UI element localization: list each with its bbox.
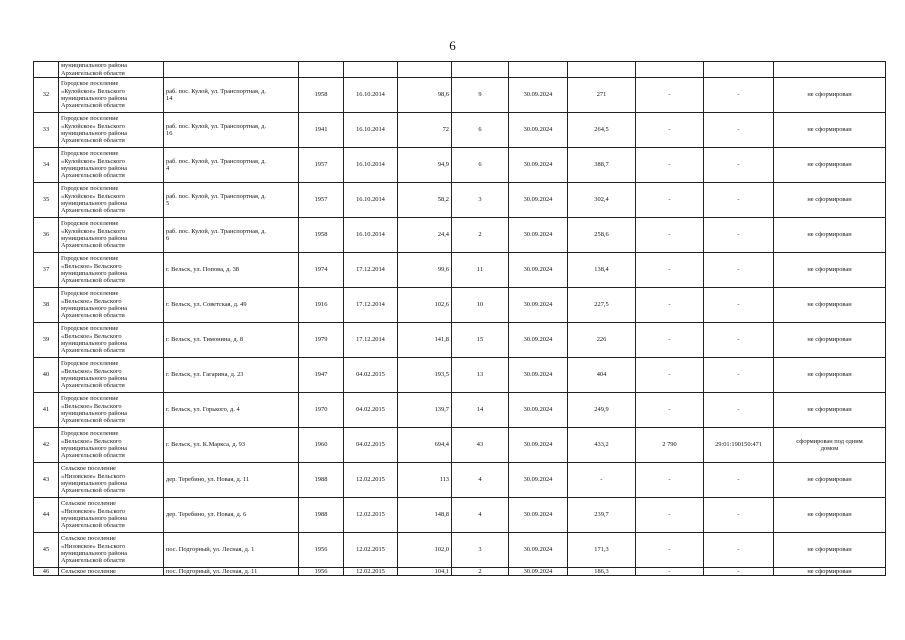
- deadline-cell: 30.09.2024: [509, 498, 568, 533]
- area-cell: 141,8: [398, 323, 452, 358]
- residents-cell: 6: [452, 148, 509, 183]
- row-number: 44: [34, 498, 59, 533]
- cadastral-cell: -: [704, 463, 774, 498]
- status-cell: не сформирован: [774, 358, 886, 393]
- land-area-cell: -: [636, 498, 704, 533]
- row-number: 45: [34, 533, 59, 568]
- row-number: 37: [34, 253, 59, 288]
- row-number: 46: [34, 568, 59, 576]
- land-area-cell: 2 790: [636, 428, 704, 463]
- address-cell: пос. Подгорный, ул. Лесная, д. 11: [164, 568, 299, 576]
- date-cell: 17.12.2014: [344, 253, 398, 288]
- area-cell: 94,9: [398, 148, 452, 183]
- table-row-continued: [34, 62, 886, 78]
- org-cell: Городское поселение «Вельское» Вельского муниципального района Архангельской области: [59, 393, 164, 428]
- residents-cell: 2: [452, 218, 509, 253]
- row-number: 35: [34, 183, 59, 218]
- deadline-cell: 30.09.2024: [509, 463, 568, 498]
- status-cell: не сформирован: [774, 533, 886, 568]
- table-row: [34, 498, 886, 533]
- address-cell: г. Вельск, ул. Попова, д. 38: [164, 253, 299, 288]
- residents-cell: 13: [452, 358, 509, 393]
- land-area-cell: -: [636, 218, 704, 253]
- date-cell: 16.10.2014: [344, 113, 398, 148]
- org-cell: Городское поселение «Кулойское» Вельского муниципального района Архангельской области: [59, 113, 164, 148]
- year-cell: 1947: [299, 358, 344, 393]
- residents-cell: 2: [452, 568, 509, 576]
- org-cell: Городское поселение «Вельское» Вельского муниципального района Архангельской области: [59, 358, 164, 393]
- status-cell: не сформирован: [774, 393, 886, 428]
- status-cell: не сформирован: [774, 253, 886, 288]
- residents-cell: 3: [452, 533, 509, 568]
- year-cell: 1979: [299, 323, 344, 358]
- page-number: 6: [449, 38, 456, 53]
- address-cell: дер. Теребино, ул. Новая, д. 11: [164, 463, 299, 498]
- table-row: [34, 533, 886, 568]
- land-area-cell: -: [636, 288, 704, 323]
- deadline-cell: 30.09.2024: [509, 148, 568, 183]
- table-row: [34, 393, 886, 428]
- area-cell: 148,8: [398, 498, 452, 533]
- deadline-cell: 30.09.2024: [509, 183, 568, 218]
- address-cell: раб. пос. Кулой, ул. Транспортная, д. 16: [164, 113, 299, 148]
- land-area-cell: -: [636, 358, 704, 393]
- row-number: 33: [34, 113, 59, 148]
- table-row: [34, 113, 886, 148]
- cadastral-cell: -: [704, 113, 774, 148]
- residents-cell: 4: [452, 463, 509, 498]
- land-area-cell: -: [636, 148, 704, 183]
- land-area-cell: -: [636, 183, 704, 218]
- deadline-cell: 30.09.2024: [509, 78, 568, 113]
- table-row: [34, 323, 886, 358]
- deadline-cell: 30.09.2024: [509, 218, 568, 253]
- land-area-cell: -: [636, 113, 704, 148]
- land-area-cell: -: [636, 533, 704, 568]
- org-cell: Городское поселение «Вельское» Вельского муниципального района Архангельской области: [59, 323, 164, 358]
- deadline-cell: 30.09.2024: [509, 428, 568, 463]
- residents-cell: 43: [452, 428, 509, 463]
- land-area-cell: -: [636, 393, 704, 428]
- area-cell: 24,4: [398, 218, 452, 253]
- date-cell: 12.02.2015: [344, 463, 398, 498]
- cost-cell: 186,3: [568, 568, 636, 576]
- year-cell: 1988: [299, 498, 344, 533]
- org-cell: Городское поселение «Кулойское» Вельского муниципального района Архангельской области: [59, 183, 164, 218]
- date-cell: 17.12.2014: [344, 288, 398, 323]
- area-cell: 113: [398, 463, 452, 498]
- land-area-cell: -: [636, 323, 704, 358]
- year-cell: 1957: [299, 183, 344, 218]
- area-cell: 193,5: [398, 358, 452, 393]
- date-cell: 12.02.2015: [344, 533, 398, 568]
- cost-cell: 388,7: [568, 148, 636, 183]
- residents-cell: 10: [452, 288, 509, 323]
- org-cell: Городское поселение «Вельское» Вельского муниципального района Архангельской области: [59, 253, 164, 288]
- year-cell: 1960: [299, 428, 344, 463]
- table-row: [34, 288, 886, 323]
- deadline-cell: 30.09.2024: [509, 533, 568, 568]
- address-cell: г. Вельск, ул. К.Маркса, д. 93: [164, 428, 299, 463]
- row-number: 41: [34, 393, 59, 428]
- status-cell: не сформирован: [774, 148, 886, 183]
- address-cell: раб. пос. Кулой, ул. Транспортная, д. 6: [164, 218, 299, 253]
- residents-cell: 3: [452, 183, 509, 218]
- deadline-cell: 30.09.2024: [509, 288, 568, 323]
- land-area-cell: -: [636, 253, 704, 288]
- date-cell: 04.02.2015: [344, 428, 398, 463]
- cadastral-cell: -: [704, 568, 774, 576]
- cadastral-cell: -: [704, 218, 774, 253]
- cost-cell: 227,5: [568, 288, 636, 323]
- table-row: [34, 253, 886, 288]
- residents-cell: 9: [452, 78, 509, 113]
- deadline-cell: 30.09.2024: [509, 253, 568, 288]
- address-cell: пос. Подгорный, ул. Лесная, д. 1: [164, 533, 299, 568]
- address-cell: раб. пос. Кулой, ул. Транспортная, д. 14: [164, 78, 299, 113]
- cadastral-cell: -: [704, 148, 774, 183]
- address-cell: раб. пос. Кулой, ул. Транспортная, д. 4: [164, 148, 299, 183]
- cadastral-cell: -: [704, 358, 774, 393]
- cost-cell: 404: [568, 358, 636, 393]
- cost-cell: 433,2: [568, 428, 636, 463]
- address-cell: раб. пос. Кулой, ул. Транспортная, д. 5: [164, 183, 299, 218]
- org-cell: муниципального района Архангельской области: [59, 62, 164, 78]
- year-cell: 1941: [299, 113, 344, 148]
- cost-cell: 171,3: [568, 533, 636, 568]
- residents-cell: 11: [452, 253, 509, 288]
- area-cell: 99,6: [398, 253, 452, 288]
- status-cell: не сформирован: [774, 78, 886, 113]
- status-cell: не сформирован: [774, 323, 886, 358]
- residents-cell: 14: [452, 393, 509, 428]
- address-cell: г. Вельск, ул. Горького, д. 4: [164, 393, 299, 428]
- date-cell: 16.10.2014: [344, 78, 398, 113]
- land-area-cell: -: [636, 78, 704, 113]
- address-cell: г. Вельск, ул. Гагарина, д. 23: [164, 358, 299, 393]
- cadastral-cell: -: [704, 183, 774, 218]
- area-cell: 102,6: [398, 288, 452, 323]
- residents-cell: 15: [452, 323, 509, 358]
- deadline-cell: 30.09.2024: [509, 393, 568, 428]
- residents-cell: 6: [452, 113, 509, 148]
- table-row: [34, 463, 886, 498]
- table-row: [34, 358, 886, 393]
- table-row: [34, 78, 886, 113]
- date-cell: 16.10.2014: [344, 183, 398, 218]
- org-cell: Городское поселение «Кулойское» Вельского муниципального района Архангельской области: [59, 78, 164, 113]
- status-cell: не сформирован: [774, 498, 886, 533]
- table-row: [34, 183, 886, 218]
- year-cell: 1916: [299, 288, 344, 323]
- status-cell: не сформирован: [774, 183, 886, 218]
- status-cell: не сформирован: [774, 568, 886, 576]
- area-cell: 104,1: [398, 568, 452, 576]
- area-cell: 98,6: [398, 78, 452, 113]
- land-area-cell: -: [636, 568, 704, 576]
- org-cell: Городское поселение «Вельское» Вельского муниципального района Архангельской области: [59, 288, 164, 323]
- deadline-cell: 30.09.2024: [509, 568, 568, 576]
- row-number: 36: [34, 218, 59, 253]
- status-cell: не сформирован: [774, 288, 886, 323]
- cost-cell: 239,7: [568, 498, 636, 533]
- table-row: [34, 428, 886, 463]
- status-cell: сформирован под одним домом: [774, 428, 886, 463]
- area-cell: 694,4: [398, 428, 452, 463]
- deadline-cell: 30.09.2024: [509, 113, 568, 148]
- cadastral-cell: -: [704, 393, 774, 428]
- housing-register-table: [33, 61, 886, 576]
- status-cell: не сформирован: [774, 113, 886, 148]
- year-cell: 1956: [299, 533, 344, 568]
- year-cell: 1974: [299, 253, 344, 288]
- status-cell: не сформирован: [774, 463, 886, 498]
- row-number: 39: [34, 323, 59, 358]
- cadastral-cell: -: [704, 323, 774, 358]
- date-cell: 12.02.2015: [344, 568, 398, 576]
- cadastral-cell: -: [704, 288, 774, 323]
- table-body: [34, 62, 886, 576]
- date-cell: 16.10.2014: [344, 148, 398, 183]
- row-number: 42: [34, 428, 59, 463]
- cadastral-cell: -: [704, 78, 774, 113]
- cost-cell: 249,9: [568, 393, 636, 428]
- deadline-cell: 30.09.2024: [509, 358, 568, 393]
- date-cell: 04.02.2015: [344, 358, 398, 393]
- address-cell: г. Вельск, ул. Советская, д. 49: [164, 288, 299, 323]
- row-number: 43: [34, 463, 59, 498]
- org-cell: Сельское поселение: [59, 568, 164, 576]
- table-row: [34, 568, 886, 576]
- org-cell: Сельское поселение «Низовское» Вельского муниципального района Архангельской области: [59, 498, 164, 533]
- residents-cell: 4: [452, 498, 509, 533]
- status-cell: не сформирован: [774, 218, 886, 253]
- org-cell: Сельское поселение «Низовское» Вельского муниципального района Архангельской области: [59, 533, 164, 568]
- row-number: 34: [34, 148, 59, 183]
- address-cell: г. Вельск, ул. Тимонина, д. 8: [164, 323, 299, 358]
- date-cell: 17.12.2014: [344, 323, 398, 358]
- cost-cell: 258,6: [568, 218, 636, 253]
- cost-cell: 138,4: [568, 253, 636, 288]
- table-row: [34, 148, 886, 183]
- area-cell: 139,7: [398, 393, 452, 428]
- org-cell: Городское поселение «Кулойское» Вельского муниципального района Архангельской области: [59, 218, 164, 253]
- address-cell: дер. Теребино, ул. Новая, д. 6: [164, 498, 299, 533]
- land-area-cell: -: [636, 463, 704, 498]
- table-row: [34, 218, 886, 253]
- cost-cell: -: [568, 463, 636, 498]
- cadastral-cell: 29:01:190150:471: [704, 428, 774, 463]
- org-cell: Сельское поселение «Низовское» Вельского муниципального района Архангельской области: [59, 463, 164, 498]
- date-cell: 04.02.2015: [344, 393, 398, 428]
- date-cell: 16.10.2014: [344, 218, 398, 253]
- org-cell: Городское поселение «Кулойское» Вельского муниципального района Архангельской области: [59, 148, 164, 183]
- row-number: 32: [34, 78, 59, 113]
- date-cell: 12.02.2015: [344, 498, 398, 533]
- cadastral-cell: -: [704, 498, 774, 533]
- area-cell: 102,0: [398, 533, 452, 568]
- year-cell: 1958: [299, 218, 344, 253]
- cost-cell: 226: [568, 323, 636, 358]
- year-cell: 1957: [299, 148, 344, 183]
- year-cell: 1988: [299, 463, 344, 498]
- cadastral-cell: -: [704, 533, 774, 568]
- cadastral-cell: -: [704, 253, 774, 288]
- area-cell: 72: [398, 113, 452, 148]
- org-cell: Городское поселение «Вельское» Вельского муниципального района Архангельской области: [59, 428, 164, 463]
- year-cell: 1958: [299, 78, 344, 113]
- row-number: 38: [34, 288, 59, 323]
- area-cell: 58,2: [398, 183, 452, 218]
- deadline-cell: 30.09.2024: [509, 323, 568, 358]
- cost-cell: 271: [568, 78, 636, 113]
- row-number: 40: [34, 358, 59, 393]
- year-cell: 1970: [299, 393, 344, 428]
- cost-cell: 264,5: [568, 113, 636, 148]
- year-cell: 1956: [299, 568, 344, 576]
- cost-cell: 302,4: [568, 183, 636, 218]
